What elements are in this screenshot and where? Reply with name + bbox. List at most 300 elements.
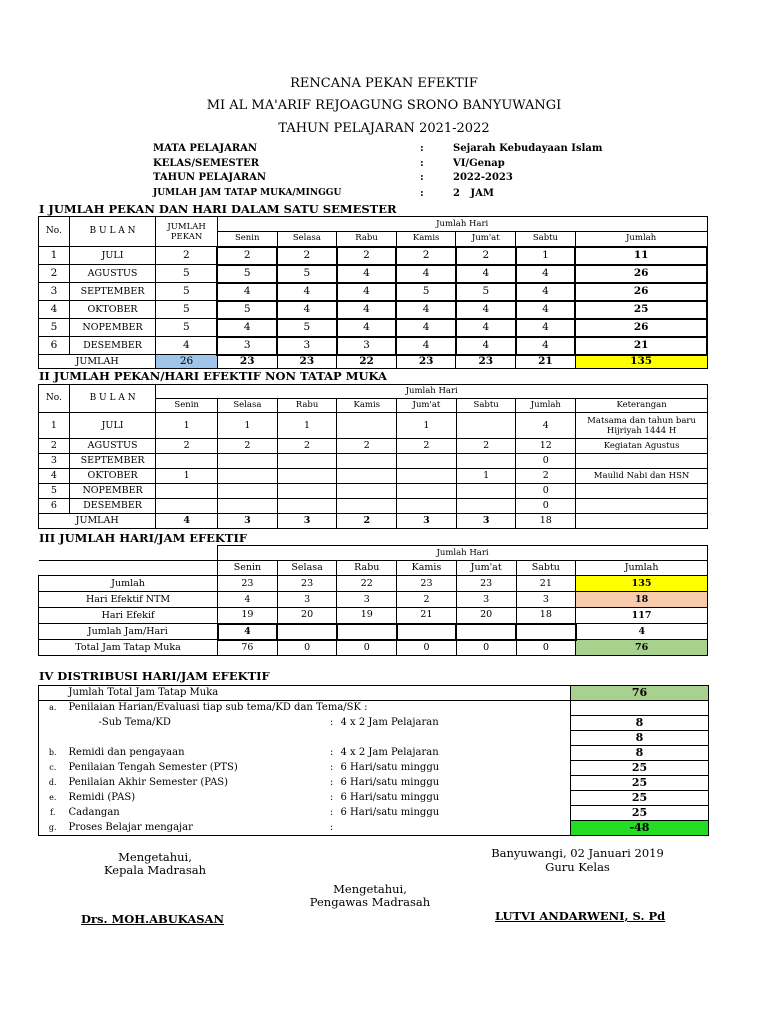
table-cell: 18 [516, 514, 576, 529]
blank-cell [39, 561, 218, 576]
section3-table [38, 545, 708, 656]
table-cell [337, 484, 397, 499]
table-cell: Jumlah Total Jam Tatap Muka [67, 686, 325, 701]
table-cell: 25 [571, 791, 709, 806]
table-row [39, 319, 708, 337]
table-cell: JUMLAH [39, 514, 156, 529]
table-cell: 2 [516, 469, 576, 484]
col-header: Sabtu [456, 399, 516, 413]
table-cell: NOPEMBER [69, 319, 155, 337]
table-cell: 117 [576, 608, 708, 624]
table-row [39, 439, 708, 454]
table-row [39, 592, 708, 608]
info-value: 2022-2023 [453, 172, 513, 183]
table-cell [218, 484, 278, 499]
table-cell: 8 [571, 731, 709, 746]
table-cell: Remidi dan pengayaan [68, 746, 185, 758]
table-cell: 23 [397, 576, 457, 592]
info-label: JUMLAH JAM TATAP MUKA/MINGGU [153, 188, 342, 198]
table-cell: 25 [571, 776, 709, 791]
table-cell: 23 [456, 576, 516, 592]
table-cell: Total Jam Tatap Muka [39, 640, 218, 656]
table-row [39, 337, 708, 355]
table-cell [456, 624, 516, 640]
table-cell [325, 731, 339, 746]
table-row [39, 640, 708, 656]
table-cell: 1 [39, 413, 70, 439]
table-cell: 5 [39, 319, 70, 337]
section2-title: II JUMLAH PEKAN/HARI EFEKTIF NON TATAP MUKA [39, 369, 387, 383]
table-cell: 4 [456, 265, 516, 283]
table-cell: Matsama dan tahun baru Hijriyah 1444 H [576, 413, 708, 439]
table-cell [397, 499, 457, 514]
headmaster-name: Drs. MOH.ABUKASAN [81, 912, 224, 926]
table-cell: 18 [516, 608, 576, 624]
table-cell [397, 624, 457, 640]
table-cell: : [325, 821, 339, 836]
section3-title: III JUMLAH HARI/JAM EFEKTIF [39, 531, 248, 545]
table-cell [325, 686, 339, 701]
table-cell: 3 [277, 514, 337, 529]
table-cell: 26 [575, 265, 707, 283]
table-cell: 6 Hari/satu minggu [340, 761, 440, 773]
table-cell: Jumlah Jam/Hari [39, 624, 218, 640]
table-cell: 4 [218, 592, 278, 608]
signature-center-line2: Pengawas Madrasah [309, 895, 431, 909]
table-cell [397, 469, 457, 484]
table-row [39, 731, 709, 746]
table-cell: 5 [156, 265, 218, 283]
table-cell: 4 [337, 283, 397, 301]
table-cell: 0 [516, 499, 576, 514]
table-cell [337, 469, 397, 484]
table-cell [277, 469, 337, 484]
table-row [39, 608, 708, 624]
table-cell: 19 [337, 608, 397, 624]
table-cell: 4 [156, 337, 218, 355]
table-cell: 4 [277, 301, 337, 319]
table-cell: 2 [397, 592, 457, 608]
table-cell: 5 [156, 283, 218, 301]
table-cell: 25 [575, 301, 707, 319]
table-cell [576, 499, 708, 514]
table-cell: 4 [39, 301, 70, 319]
col-header: JUMLAH PEKAN [156, 217, 218, 247]
table-cell: 2 [217, 247, 277, 265]
table-cell: SEPTEMBER [69, 454, 155, 469]
table-cell: JUMLAH [39, 355, 156, 369]
table-row [39, 484, 708, 499]
table-cell: b. [39, 746, 67, 761]
table-cell [339, 731, 571, 746]
blank-cell [39, 546, 218, 561]
table-cell: 5 [217, 301, 277, 319]
table-cell [456, 413, 516, 439]
table-cell: 11 [575, 247, 707, 265]
table-cell: Kegiatan Agustus [576, 439, 708, 454]
table-cell: 5 [277, 319, 337, 337]
table-cell [576, 484, 708, 499]
table-cell: JULI [69, 413, 155, 439]
table-cell: 4 [218, 624, 278, 640]
signature-left-line2: Kepala Madrasah [103, 863, 206, 877]
col-header: Sabtu [516, 561, 576, 576]
table-cell: Cadangan [68, 806, 120, 818]
table-cell: 2 [218, 439, 278, 454]
table-cell: 1 [397, 413, 457, 439]
table-cell: NOPEMBER [69, 484, 155, 499]
table-cell: 26 [156, 355, 218, 369]
table-cell [218, 454, 278, 469]
table-total-row [39, 514, 708, 529]
table-cell: 20 [456, 608, 516, 624]
table-cell: 3 [277, 337, 337, 355]
table-cell: 2 [39, 439, 70, 454]
table-cell [339, 686, 571, 701]
table-cell: 4 [516, 337, 576, 355]
table-cell: c. [39, 761, 67, 776]
col-header: No. [39, 385, 70, 413]
table-cell: 2 [156, 247, 218, 265]
school-name: MI AL MA'ARIF REJOAGUNG SRONO BANYUWANGI [206, 98, 562, 113]
table-cell: 23 [277, 576, 337, 592]
table-cell: e. [39, 791, 67, 806]
table-cell [516, 624, 576, 640]
table-cell: f. [39, 806, 67, 821]
table-cell: 4 [217, 319, 277, 337]
table-cell: 26 [575, 319, 707, 337]
table-cell [218, 499, 278, 514]
table-cell: 4 [516, 283, 576, 301]
info-sep: : [420, 143, 424, 154]
table-cell: 4 [396, 319, 456, 337]
col-header: Sabtu [516, 232, 576, 247]
table-cell: 4 [576, 624, 708, 640]
academic-year: TAHUN PELAJARAN 2021-2022 [278, 121, 490, 136]
info-value: 2 JAM [453, 188, 494, 199]
info-sep: : [420, 188, 424, 199]
table-cell: 5 [277, 265, 337, 283]
table-cell [339, 701, 571, 716]
table-cell: 25 [571, 806, 709, 821]
table-cell [337, 454, 397, 469]
section2-table [38, 384, 708, 529]
col-header-group: Jumlah Hari [218, 546, 708, 561]
info-label: MATA PELAJARAN [153, 143, 258, 154]
table-cell: : [329, 776, 334, 788]
table-cell: 22 [337, 576, 397, 592]
table-cell: 23 [277, 355, 337, 369]
table-cell: 3 [397, 514, 457, 529]
table-cell: 6 Hari/satu minggu [340, 806, 440, 818]
table-cell: 4 x 2 Jam Pelajaran [340, 716, 439, 728]
table-cell: : [329, 791, 334, 803]
table-row [39, 499, 708, 514]
table-cell: DESEMBER [69, 337, 155, 355]
table-cell: 2 [396, 247, 456, 265]
table-cell [337, 413, 397, 439]
table-cell: -48 [571, 821, 709, 836]
table-cell: 6 Hari/satu minggu [340, 791, 440, 803]
table-cell [218, 469, 278, 484]
table-cell: 3 [337, 337, 397, 355]
col-header: B U L A N [69, 385, 155, 413]
signature-center-line1: Mengetahui, [333, 882, 407, 896]
table-cell: 21 [516, 576, 576, 592]
table-cell [337, 499, 397, 514]
col-header: Selasa [218, 399, 278, 413]
col-header: No. [39, 217, 70, 247]
table-cell: 4 [396, 265, 456, 283]
table-cell: 5 [456, 283, 516, 301]
table-cell: 1 [156, 413, 218, 439]
table-row [39, 454, 708, 469]
table-cell: Hari Efektif NTM [39, 592, 218, 608]
table-cell: 12 [516, 439, 576, 454]
table-cell: 4 [516, 301, 576, 319]
table-cell: 22 [337, 355, 397, 369]
table-cell: OKTOBER [69, 301, 155, 319]
table-cell: d. [39, 776, 67, 791]
table-cell: 4 [217, 283, 277, 301]
table-cell [277, 484, 337, 499]
table-cell: Hari Efekif [39, 608, 218, 624]
col-header: Senin [218, 561, 278, 576]
table-cell: 0 [456, 640, 516, 656]
table-cell: 0 [397, 640, 457, 656]
col-header: Jumlah [576, 561, 708, 576]
table-cell: 2 [456, 247, 516, 265]
table-cell [156, 499, 218, 514]
table-cell [397, 454, 457, 469]
table-cell: 0 [277, 640, 337, 656]
table-row [39, 791, 709, 806]
table-cell: Penilaian Harian/Evaluasi tiap sub tema/KD dan Tema/SK : [68, 702, 368, 713]
table-cell [39, 731, 67, 746]
table-row [39, 716, 709, 731]
table-cell: a. [39, 701, 67, 716]
table-cell: 3 [39, 454, 70, 469]
table-cell: 3 [277, 592, 337, 608]
col-header-group: Jumlah Hari [217, 217, 707, 232]
table-row [39, 701, 709, 716]
table-cell: 2 [337, 247, 397, 265]
table-cell [397, 484, 457, 499]
col-header: Senin [156, 399, 218, 413]
table-cell: 0 [516, 484, 576, 499]
table-cell: 0 [516, 454, 576, 469]
table-cell: 4 [156, 514, 218, 529]
table-cell [571, 701, 709, 716]
table-cell: 5 [217, 265, 277, 283]
table-cell [456, 499, 516, 514]
table-cell: 76 [218, 640, 278, 656]
table-cell: 25 [571, 761, 709, 776]
table-cell: 1 [39, 247, 70, 265]
table-cell: Maulid Nabi dan HSN [576, 469, 708, 484]
table-cell: 6 [39, 499, 70, 514]
table-cell: 4 [337, 265, 397, 283]
table-cell: 6 Hari/satu minggu [340, 776, 440, 788]
table-cell: 4 [396, 337, 456, 355]
section4-table [38, 685, 709, 836]
col-header: Selasa [277, 561, 337, 576]
signature-right-line2: Guru Kelas [545, 860, 610, 874]
table-cell: 1 [456, 469, 516, 484]
table-cell: Remidi (PAS) [68, 791, 136, 803]
table-cell: 1 [516, 247, 576, 265]
table-cell [456, 454, 516, 469]
table-cell [277, 624, 337, 640]
info-value: VI/Genap [453, 158, 505, 169]
info-sep: : [420, 172, 424, 183]
table-cell: 20 [277, 608, 337, 624]
table-cell: 2 [337, 514, 397, 529]
table-cell: 4 [516, 319, 576, 337]
table-cell: 4 [337, 301, 397, 319]
table-row [39, 624, 708, 640]
table-row [39, 821, 709, 836]
table-cell: 4 [456, 301, 516, 319]
table-row [39, 283, 708, 301]
col-header: Rabu [337, 232, 397, 247]
section4-title: IV DISTRIBUSI HARI/JAM EFEKTIF [39, 669, 270, 683]
table-cell: 18 [576, 592, 708, 608]
table-cell: 21 [575, 337, 707, 355]
info-label: KELAS/SEMESTER [153, 158, 260, 169]
table-cell: 26 [575, 283, 707, 301]
table-cell: 23 [218, 576, 278, 592]
table-cell [67, 731, 325, 746]
table-cell [456, 484, 516, 499]
table-cell: AGUSTUS [69, 265, 155, 283]
table-cell [156, 454, 218, 469]
col-header: Rabu [277, 399, 337, 413]
section1-table [38, 216, 708, 369]
table-cell: 21 [516, 355, 576, 369]
signature-left-line1: Mengetahui, [118, 850, 192, 864]
table-cell: 23 [217, 355, 277, 369]
table-cell: 2 [337, 439, 397, 454]
doc-title: RENCANA PEKAN EFEKTIF [290, 76, 478, 91]
table-cell: 8 [571, 746, 709, 761]
table-cell: g. [39, 821, 67, 836]
table-cell: 2 [397, 439, 457, 454]
table-row [39, 301, 708, 319]
table-cell: OKTOBER [69, 469, 155, 484]
col-header: B U L A N [69, 217, 155, 247]
table-cell [339, 821, 571, 836]
table-cell: DESEMBER [69, 499, 155, 514]
table-cell: AGUSTUS [69, 439, 155, 454]
table-cell: 3 [218, 514, 278, 529]
col-header: Jumlah [516, 399, 576, 413]
table-cell: 3 [39, 283, 70, 301]
table-cell: Penilaian Tengah Semester (PTS) [68, 761, 238, 773]
table-row [39, 413, 708, 439]
table-cell: 5 [396, 283, 456, 301]
table-cell [576, 514, 708, 529]
col-header: Jum'at [456, 232, 516, 247]
table-cell [277, 499, 337, 514]
table-cell [156, 484, 218, 499]
table-cell: JULI [69, 247, 155, 265]
table-cell: 8 [571, 716, 709, 731]
table-cell: : [329, 761, 334, 773]
table-cell: 23 [456, 355, 516, 369]
signature-right-line1: Banyuwangi, 02 Januari 2019 [491, 846, 664, 860]
col-header: Kamis [396, 232, 456, 247]
table-total-row [39, 355, 708, 369]
table-cell: 3 [456, 514, 516, 529]
table-row [39, 806, 709, 821]
table-cell: 21 [397, 608, 457, 624]
table-cell: SEPTEMBER [69, 283, 155, 301]
teacher-name: LUTVI ANDARWENI, S. Pd [495, 909, 666, 923]
section1-title: I JUMLAH PEKAN DAN HARI DALAM SATU SEMESTER [39, 202, 397, 216]
col-header: Kamis [397, 561, 457, 576]
table-cell: Jumlah [39, 576, 218, 592]
table-cell: 2 [156, 439, 218, 454]
col-header-group: Jumlah Hari [156, 385, 708, 399]
table-cell: 4 [456, 319, 516, 337]
col-header: Jumlah [575, 232, 707, 247]
table-row [39, 576, 708, 592]
table-cell: 6 [39, 337, 70, 355]
table-cell [576, 454, 708, 469]
table-cell [277, 454, 337, 469]
table-cell: 3 [217, 337, 277, 355]
col-header: Jum'at [456, 561, 516, 576]
table-cell: -Sub Tema/KD [98, 716, 171, 728]
table-cell [337, 624, 397, 640]
table-cell: 1 [277, 413, 337, 439]
table-cell [39, 686, 67, 701]
table-cell: 4 x 2 Jam Pelajaran [340, 746, 439, 758]
table-cell: 5 [156, 319, 218, 337]
table-cell: 5 [39, 484, 70, 499]
table-cell: 4 [516, 265, 576, 283]
table-cell: 76 [576, 640, 708, 656]
table-cell: 4 [456, 337, 516, 355]
table-cell: 2 [456, 439, 516, 454]
table-row [39, 686, 709, 701]
table-row [39, 247, 708, 265]
table-cell: 0 [516, 640, 576, 656]
info-sep: : [420, 158, 424, 169]
table-row [39, 776, 709, 791]
table-row [39, 265, 708, 283]
table-cell: : [329, 806, 334, 818]
table-cell: Proses Belajar mengajar [67, 821, 325, 836]
info-label: TAHUN PELAJARAN [153, 172, 267, 183]
table-cell: : [329, 746, 334, 758]
table-cell: 3 [337, 592, 397, 608]
table-cell: 76 [571, 686, 709, 701]
info-value: Sejarah Kebudayaan Islam [453, 143, 603, 154]
table-cell: Penilaian Akhir Semester (PAS) [68, 776, 229, 788]
table-row [39, 746, 709, 761]
table-cell: 4 [39, 469, 70, 484]
table-cell: 1 [218, 413, 278, 439]
table-cell: 4 [396, 301, 456, 319]
table-cell: 19 [218, 608, 278, 624]
table-cell: 5 [156, 301, 218, 319]
col-header: Jum'at [397, 399, 457, 413]
table-cell: 3 [516, 592, 576, 608]
table-cell: 2 [277, 439, 337, 454]
table-cell: 4 [516, 413, 576, 439]
